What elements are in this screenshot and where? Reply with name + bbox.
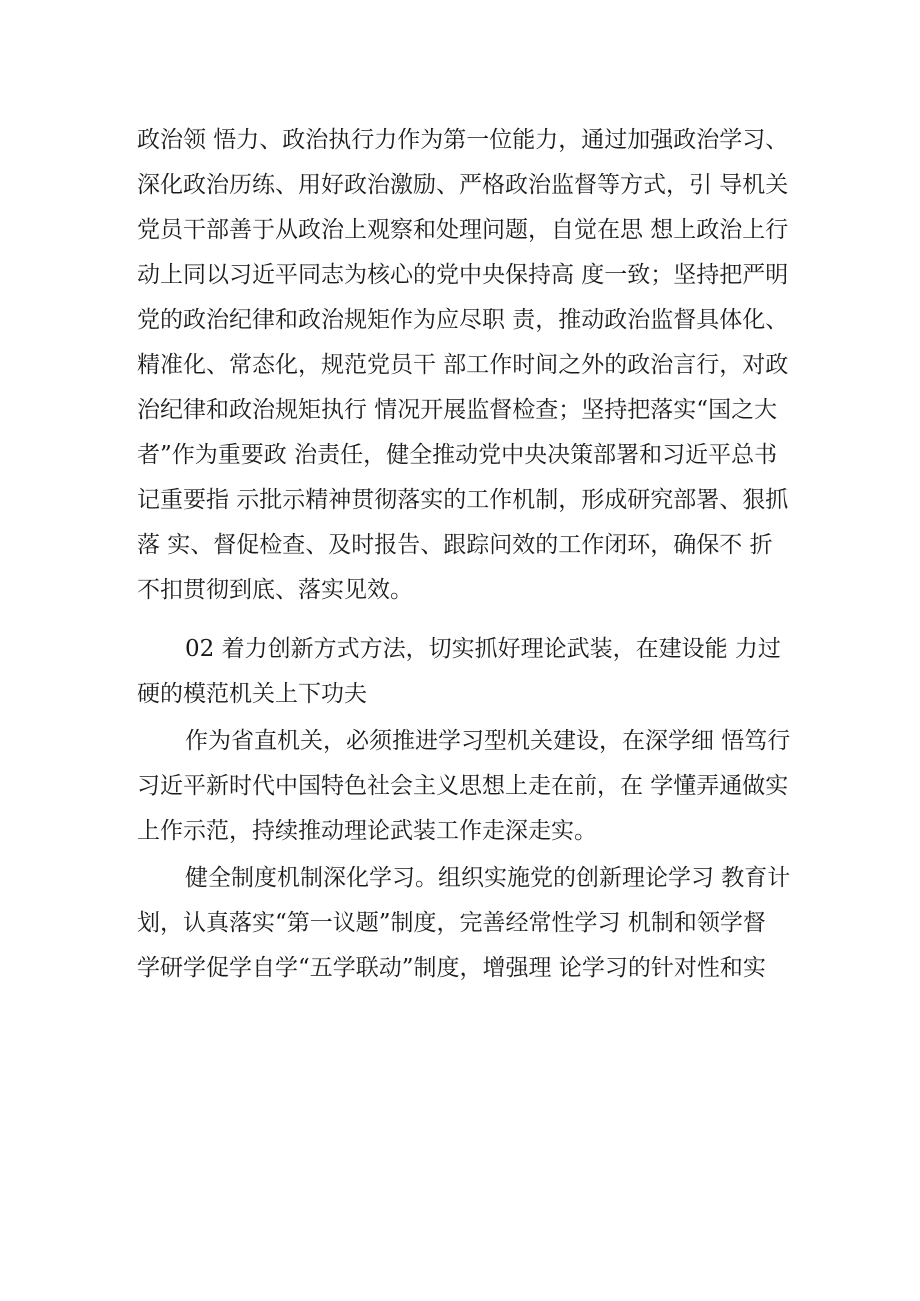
heading-line: 02 着力创新方式方法，切实抓好理论武装，在建设能 力过 — [185, 636, 781, 662]
text-line: 落 实、督促检查、及时报告、跟踪问效的工作闭环，确保不 折 — [137, 532, 773, 558]
text-line: 政治领 悟力、政治执行力作为第一位能力，通过加强政治学习、 — [137, 127, 789, 153]
text-line: 动上同以习近平同志为核心的党中央保持高 度一致；坚持把严明 — [137, 262, 789, 288]
text-line: 划，认真落实“第一议题”制度，完善经常性学习 机制和领学督 — [137, 910, 766, 936]
text-line: 上作示范，持续推动理论武装工作走深走实。 — [137, 818, 597, 844]
text-line: 党员干部善于从政治上观察和处理问题，自觉在思 想上政治上行 — [137, 217, 789, 243]
text-line: 者”作为重要政 治责任，健全推动党中央决策部署和习近平总书 — [137, 442, 778, 468]
text-line: 健全制度机制深化学习。组织实施党的创新理论学习 教育计 — [185, 865, 791, 891]
heading-line: 硬的模范机关上下功夫 — [137, 681, 367, 707]
paragraph-political-supervision — [137, 118, 797, 613]
text-line: 治纪律和政治规矩执行 情况开展监督检查；坚持把落实“国之大 — [137, 397, 778, 423]
text-line: 作为省直机关，必须推进学习型机关建设，在深学细 悟笃行 — [185, 728, 791, 754]
text-line: 记重要指 示批示精神贯彻落实的工作机制，形成研究部署、狠抓 — [137, 487, 789, 513]
paragraph-learning-organization — [137, 719, 797, 854]
document-body — [137, 118, 797, 991]
text-line: 党的政治纪律和政治规矩作为应尽职 责，推动政治监督具体化、 — [137, 307, 789, 333]
paragraph-spacer — [137, 613, 797, 627]
text-line: 深化政治历练、用好政治激励、严格政治监督等方式，引 导机关 — [137, 172, 789, 198]
paragraph-institutional-mechanism — [137, 856, 797, 991]
text-line: 习近平新时代中国特色社会主义思想上走在前，在 学懂弄通做实 — [137, 773, 789, 799]
text-line: 不扣贯彻到底、落实见效。 — [137, 577, 413, 603]
text-line: 学研学促学自学“五学联动”制度，增强理 论学习的针对性和实 — [137, 955, 766, 981]
text-line: 精准化、常态化，规范党员干 部工作时间之外的政治言行，对政 — [137, 352, 789, 378]
section-heading-02 — [137, 627, 797, 717]
